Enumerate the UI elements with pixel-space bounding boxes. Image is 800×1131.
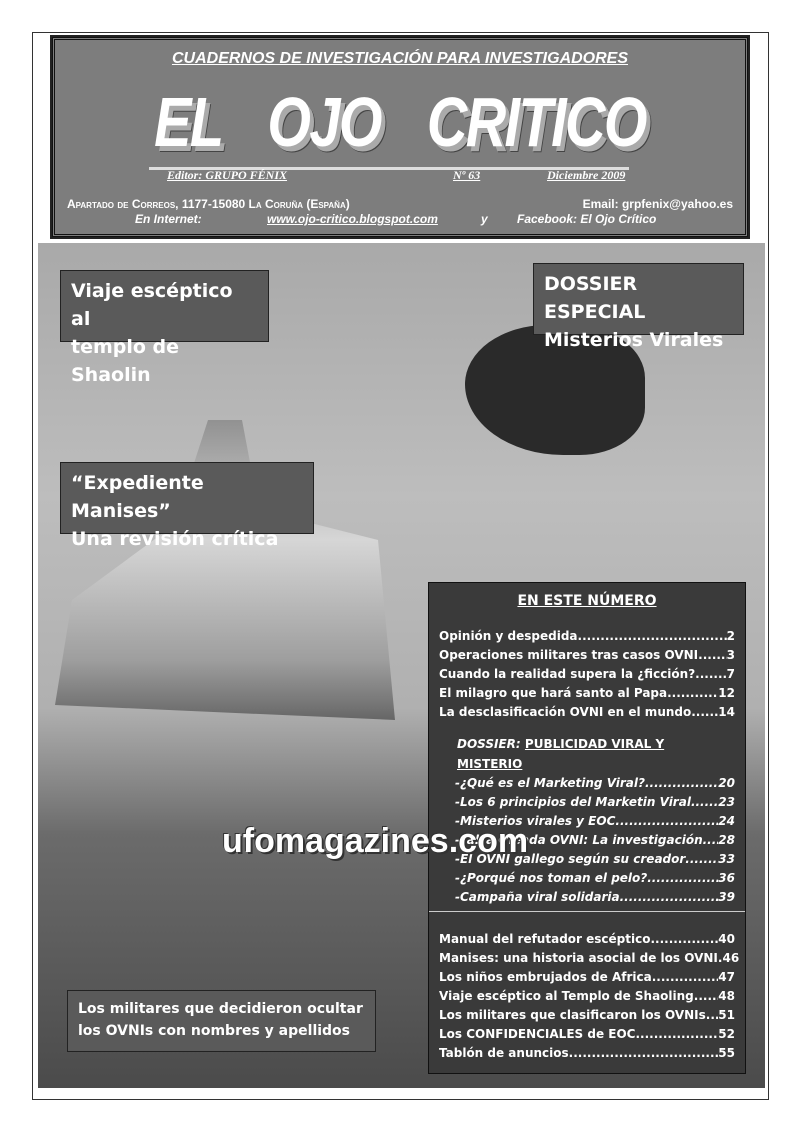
toc-entry	[429, 1044, 745, 1063]
toc-leader-dots	[569, 1044, 719, 1063]
toc-leader-dots	[703, 831, 719, 850]
toc-leader-dots	[578, 627, 727, 646]
internet-label: En Internet:	[135, 212, 202, 226]
toc-entry	[429, 949, 745, 968]
callout-line: Misterios Virales	[544, 329, 724, 351]
watermark: ufomagazines.com	[222, 822, 529, 860]
toc-entry-title: Manual del refutador escéptico	[439, 932, 651, 946]
callout-line: DOSSIER ESPECIAL	[544, 273, 646, 323]
toc-entry-title: Los CONFIDENCIALES de EOC	[439, 1027, 636, 1041]
callout-line: Una revisión crítica	[71, 528, 279, 550]
toc-page-number: 2	[726, 629, 735, 643]
toc-entry-title: Manises: una historia asocial de los OVNI.	[439, 951, 723, 965]
toc-page-number: 12	[718, 686, 735, 700]
website-link[interactable]: www.ojo-critico.blogspot.com	[267, 212, 438, 226]
issue-number: Nº 63	[453, 168, 481, 182]
callout-shaolin	[60, 270, 269, 386]
callout-line: templo de Shaolin	[71, 336, 180, 386]
toc-leader-dots	[635, 1025, 718, 1044]
toc-leader-dots	[698, 646, 727, 665]
toc-entry	[429, 968, 745, 987]
toc-page-number: 33	[718, 852, 735, 866]
callout-line: “Expediente Manises”	[71, 472, 204, 522]
toc-entry-title: -Falsa Oleada OVNI: La investigación	[455, 833, 703, 847]
toc-entry	[429, 665, 745, 684]
toc-page-number: 3	[726, 648, 735, 662]
toc-entry	[429, 1006, 745, 1025]
toc-entry	[429, 987, 745, 1006]
facebook: Facebook: El Ojo Crítico	[517, 212, 657, 226]
toc-page-number: 7	[726, 667, 735, 681]
dossier-title: PUBLICIDAD VIRAL Y MISTERIO	[457, 737, 665, 771]
toc-page-number: 47	[718, 970, 735, 984]
toc-page-number: 55	[718, 1046, 735, 1060]
toc-page-number: 52	[718, 1027, 735, 1041]
callout-line: Los militares que decidieron ocultar	[78, 1001, 363, 1017]
toc-page-number: 48	[718, 989, 735, 1003]
toc-entry-title: Operaciones militares tras casos OVNI	[439, 648, 699, 662]
and-text: y	[481, 212, 488, 226]
toc-entry	[445, 774, 745, 793]
callout-line: los OVNIs con nombres y apellidos	[78, 1023, 351, 1039]
callout-dossier	[533, 263, 744, 351]
toc-page-number: 28	[718, 833, 735, 847]
toc-entry	[445, 793, 745, 812]
toc-entry	[445, 888, 745, 907]
toc-page-number: 46	[722, 951, 740, 965]
toc-entry-title: Opinión y despedida	[439, 629, 578, 643]
toc-leader-dots	[620, 888, 719, 907]
toc-leader-dots	[695, 665, 726, 684]
dossier-heading	[429, 734, 745, 774]
callout-militares	[67, 990, 376, 1052]
toc-entry-title: El milagro que hará santo al Papa	[439, 686, 668, 700]
postal-address: Apartado de Correos, 1177-15080 La Coruña (España)	[67, 197, 350, 211]
toc-entry-title: Viaje escéptico al Templo de Shaoling	[439, 989, 694, 1003]
toc-page-number: 24	[718, 814, 735, 828]
toc-entry-title: -¿Qué es el Marketing Viral?	[455, 776, 645, 790]
toc-entry-title: -¿Porqué nos toman el pelo?	[455, 871, 648, 885]
masthead-subtitle: CUADERNOS DE INVESTIGACIÓN PARA INVESTIGADORES	[171, 50, 629, 67]
toc-leader-dots	[691, 793, 718, 812]
toc-leader-dots	[645, 774, 718, 793]
callout-line: Viaje escéptico al	[71, 280, 233, 330]
masthead	[52, 37, 748, 237]
toc-page-number: 20	[718, 776, 735, 790]
dossier-label: DOSSIER:	[457, 737, 521, 751]
callout-manises	[60, 462, 314, 550]
toc-leader-dots	[685, 850, 718, 869]
email: Email: grpfenix@yahoo.es	[582, 197, 733, 211]
toc-page-number: 36	[718, 871, 735, 885]
toc-entry	[429, 1025, 745, 1044]
toc-entry	[429, 684, 745, 703]
toc-leader-dots	[691, 703, 718, 722]
toc-page-number: 14	[718, 705, 735, 719]
toc-leader-dots	[615, 812, 718, 831]
toc-leader-dots	[647, 869, 718, 888]
toc-leader-dots	[706, 1006, 719, 1025]
toc-entry-title: Los militares que clasificaron los OVNIs	[439, 1008, 706, 1022]
toc-entry-title: Los niños embrujados de Africa	[439, 970, 652, 984]
toc-entry-title: -Misterios virales y EOC	[455, 814, 616, 828]
toc-page-number: 40	[718, 932, 735, 946]
magazine-logo: EL OJO CRITICO	[154, 83, 646, 161]
toc-entry	[429, 627, 745, 646]
toc-leader-dots	[650, 930, 718, 949]
toc-entry-title: -Campaña viral solidaria	[455, 890, 620, 904]
toc-entry-title: Cuando la realidad supera la ¿ficción?	[439, 667, 696, 681]
toc-entry	[429, 930, 745, 949]
toc-entry-title: -El OVNI gallego según su creador	[455, 852, 686, 866]
toc-page-number: 39	[718, 890, 735, 904]
toc-entry-title: -Los 6 principios del Marketin Viral	[455, 795, 691, 809]
toc-leader-dots	[694, 987, 719, 1006]
toc-entry-title: Tablón de anuncios	[439, 1046, 569, 1060]
toc-entry	[429, 703, 745, 722]
toc-entry	[429, 646, 745, 665]
editor: Editor: GRUPO FÉNIX	[167, 168, 288, 182]
toc-entry	[445, 869, 745, 888]
toc-leader-dots	[652, 968, 719, 987]
toc-entry-title: La desclasificación OVNI en el mundo	[439, 705, 692, 719]
issue-date: Diciembre 2009	[547, 168, 626, 182]
toc-page-number: 51	[718, 1008, 735, 1022]
toc-title: EN ESTE NÚMERO	[517, 593, 657, 609]
toc-leader-dots	[667, 684, 718, 703]
toc-page-number: 23	[718, 795, 735, 809]
